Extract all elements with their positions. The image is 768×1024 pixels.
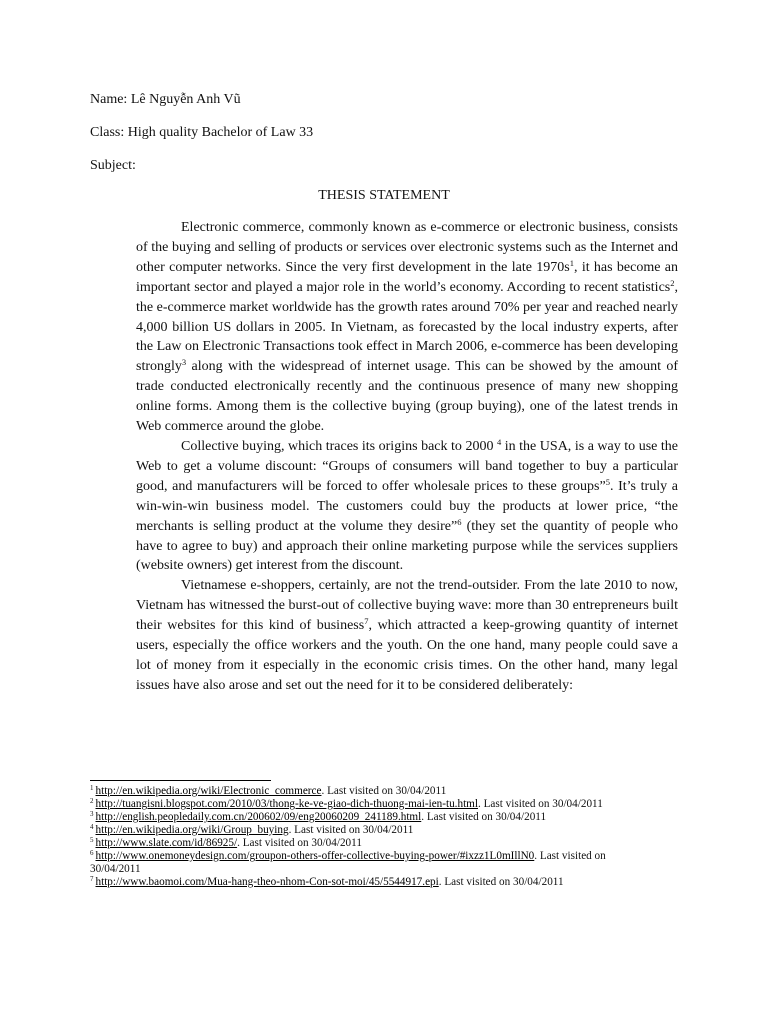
paragraph-text: , which attracted a keep-growing quantity of internet users, especially the office workers and the youth. On the one hand, many people could save a lot of money from it especially in the economic crisis times. On the other hand, many legal issues have also arose and set out the need for it to be considered deliberately: <box>136 618 678 693</box>
footnote-link[interactable]: http://www.slate.com/id/86925/ <box>95 837 238 849</box>
footnote-note: . Last visited on 30/04/2011 <box>288 824 414 836</box>
footnote-6 <box>90 850 650 876</box>
footnote-note: . Last visited on 30/04/2011 <box>438 876 564 888</box>
footnotes <box>90 785 650 889</box>
footnote-ref-2: 2 <box>670 277 675 288</box>
paragraph-text: in the USA, is a way to use the Web to get a volume discount: “Groups of consumers will band together to buy a particular good, and manufacturers will be forced to offer wholesale prices to these groups” <box>136 438 679 494</box>
footnote-2 <box>90 798 650 811</box>
paragraph-text: along with the widespread of internet usage. This can be showed by the amount of trade conducted electronically recently and the continuous presence of many new shopping online forms. Among them is the collective buying (group buying), one of the latest trends in Web commerce around the globe. <box>136 359 678 435</box>
footnote-number: 2 <box>90 797 94 805</box>
footnote-ref-3: 3 <box>181 357 187 368</box>
footnote-link[interactable]: http://www.onemoneydesign.com/groupon-others-offer-collective-buying-power/#ixzz1L0mIllN0 <box>95 850 535 862</box>
paragraph-text: . It’s truly a win-win-win business model. The customers could buy the products at lower price, “the merchants is selling product at the volume they desire” <box>136 478 678 534</box>
footnote-ref-6: 6 <box>457 516 462 527</box>
footnote-ref-1: 1 <box>569 257 574 268</box>
footnote-note: . Last visited on 30/04/2011 <box>90 850 606 875</box>
footnote-link[interactable]: http://www.baomoi.com/Mua-hang-theo-nhom-Con-sot-moi/45/5544917.epi <box>95 876 439 888</box>
paragraph-text: Electronic commerce, commonly known as e-commerce or electronic business, consists of the buying and selling of products or services over electronic systems such as the Internet and other computer networks. Since the very first development in the late 1970s <box>136 220 678 275</box>
paragraph-1 <box>136 218 678 437</box>
footnote-link[interactable]: http://tuangisni.blogspot.com/2010/03/thong-ke-ve-giao-dich-thuong-mai-ien-tu.html <box>95 798 478 810</box>
author-name: Name: Lê Nguyễn Anh Vũ <box>90 92 241 107</box>
paragraph-text: Collective buying, which traces its origins back to 2000 <box>181 438 497 454</box>
footnote-ref-5: 5 <box>605 476 610 487</box>
footnote-link[interactable]: http://english.peopledaily.com.cn/200602/09/eng20060209_241189.html <box>95 811 422 823</box>
footnote-note: . Last visited on 30/04/2011 <box>321 785 447 797</box>
paragraph-2 <box>136 437 678 576</box>
paragraph-3 <box>136 576 678 695</box>
body-text <box>136 218 678 696</box>
footnote-7 <box>90 876 650 889</box>
paragraph-text: , the e-commerce market worldwide has the growth rates around 70% per year and reached nearly 4,000 billion US dollars in 2005. In Vietnam, as forecasted by the local industry experts, after the Law on Electronic Transactions took effect in March 2006, e-commerce has been developing strongly <box>136 279 678 375</box>
footnote-note: . Last visited on 30/04/2011 <box>478 798 603 810</box>
footnote-5 <box>90 837 650 850</box>
footnote-3 <box>90 811 650 824</box>
footnote-number: 3 <box>90 810 94 818</box>
footnote-link[interactable]: http://en.wikipedia.org/wiki/Group_buying <box>95 824 289 836</box>
paragraph-text: Vietnamese e-shoppers, certainly, are not the trend-outsider. From the late 2010 to now, Vietnam has witnessed the burst-out of collective buying wave: more than 30 entrepreneurs built their websites for this kind of business <box>136 578 678 634</box>
paragraph-text: (they set the quantity of people who have to agree to buy) and approach their online marketing purpose while the services suppliers (website owners) get interest from the discount. <box>136 518 678 574</box>
footnote-separator <box>90 780 271 781</box>
footnote-number: 7 <box>90 875 94 883</box>
footnote-note: . Last visited on 30/04/2011 <box>237 837 362 849</box>
footnote-1 <box>90 785 650 798</box>
footnote-ref-7: 7 <box>364 616 369 627</box>
footnote-4 <box>90 824 650 837</box>
footnote-note: . Last visited on 30/04/2011 <box>421 811 547 823</box>
class-line: Class: High quality Bachelor of Law 33 <box>90 125 314 140</box>
footnote-number: 5 <box>90 836 94 844</box>
footnote-number: 6 <box>90 849 94 857</box>
paragraph-text: , it has become an important sector and played a major role in the world’s economy. According to recent statistics <box>136 259 679 295</box>
document-title: THESIS STATEMENT <box>318 188 450 203</box>
footnote-number: 1 <box>90 784 94 792</box>
footnote-number: 4 <box>90 823 94 831</box>
subject-line: Subject: <box>90 158 136 173</box>
footnote-link[interactable]: http://en.wikipedia.org/wiki/Electronic_commerce <box>95 785 322 797</box>
footnote-ref-4: 4 <box>496 436 502 447</box>
